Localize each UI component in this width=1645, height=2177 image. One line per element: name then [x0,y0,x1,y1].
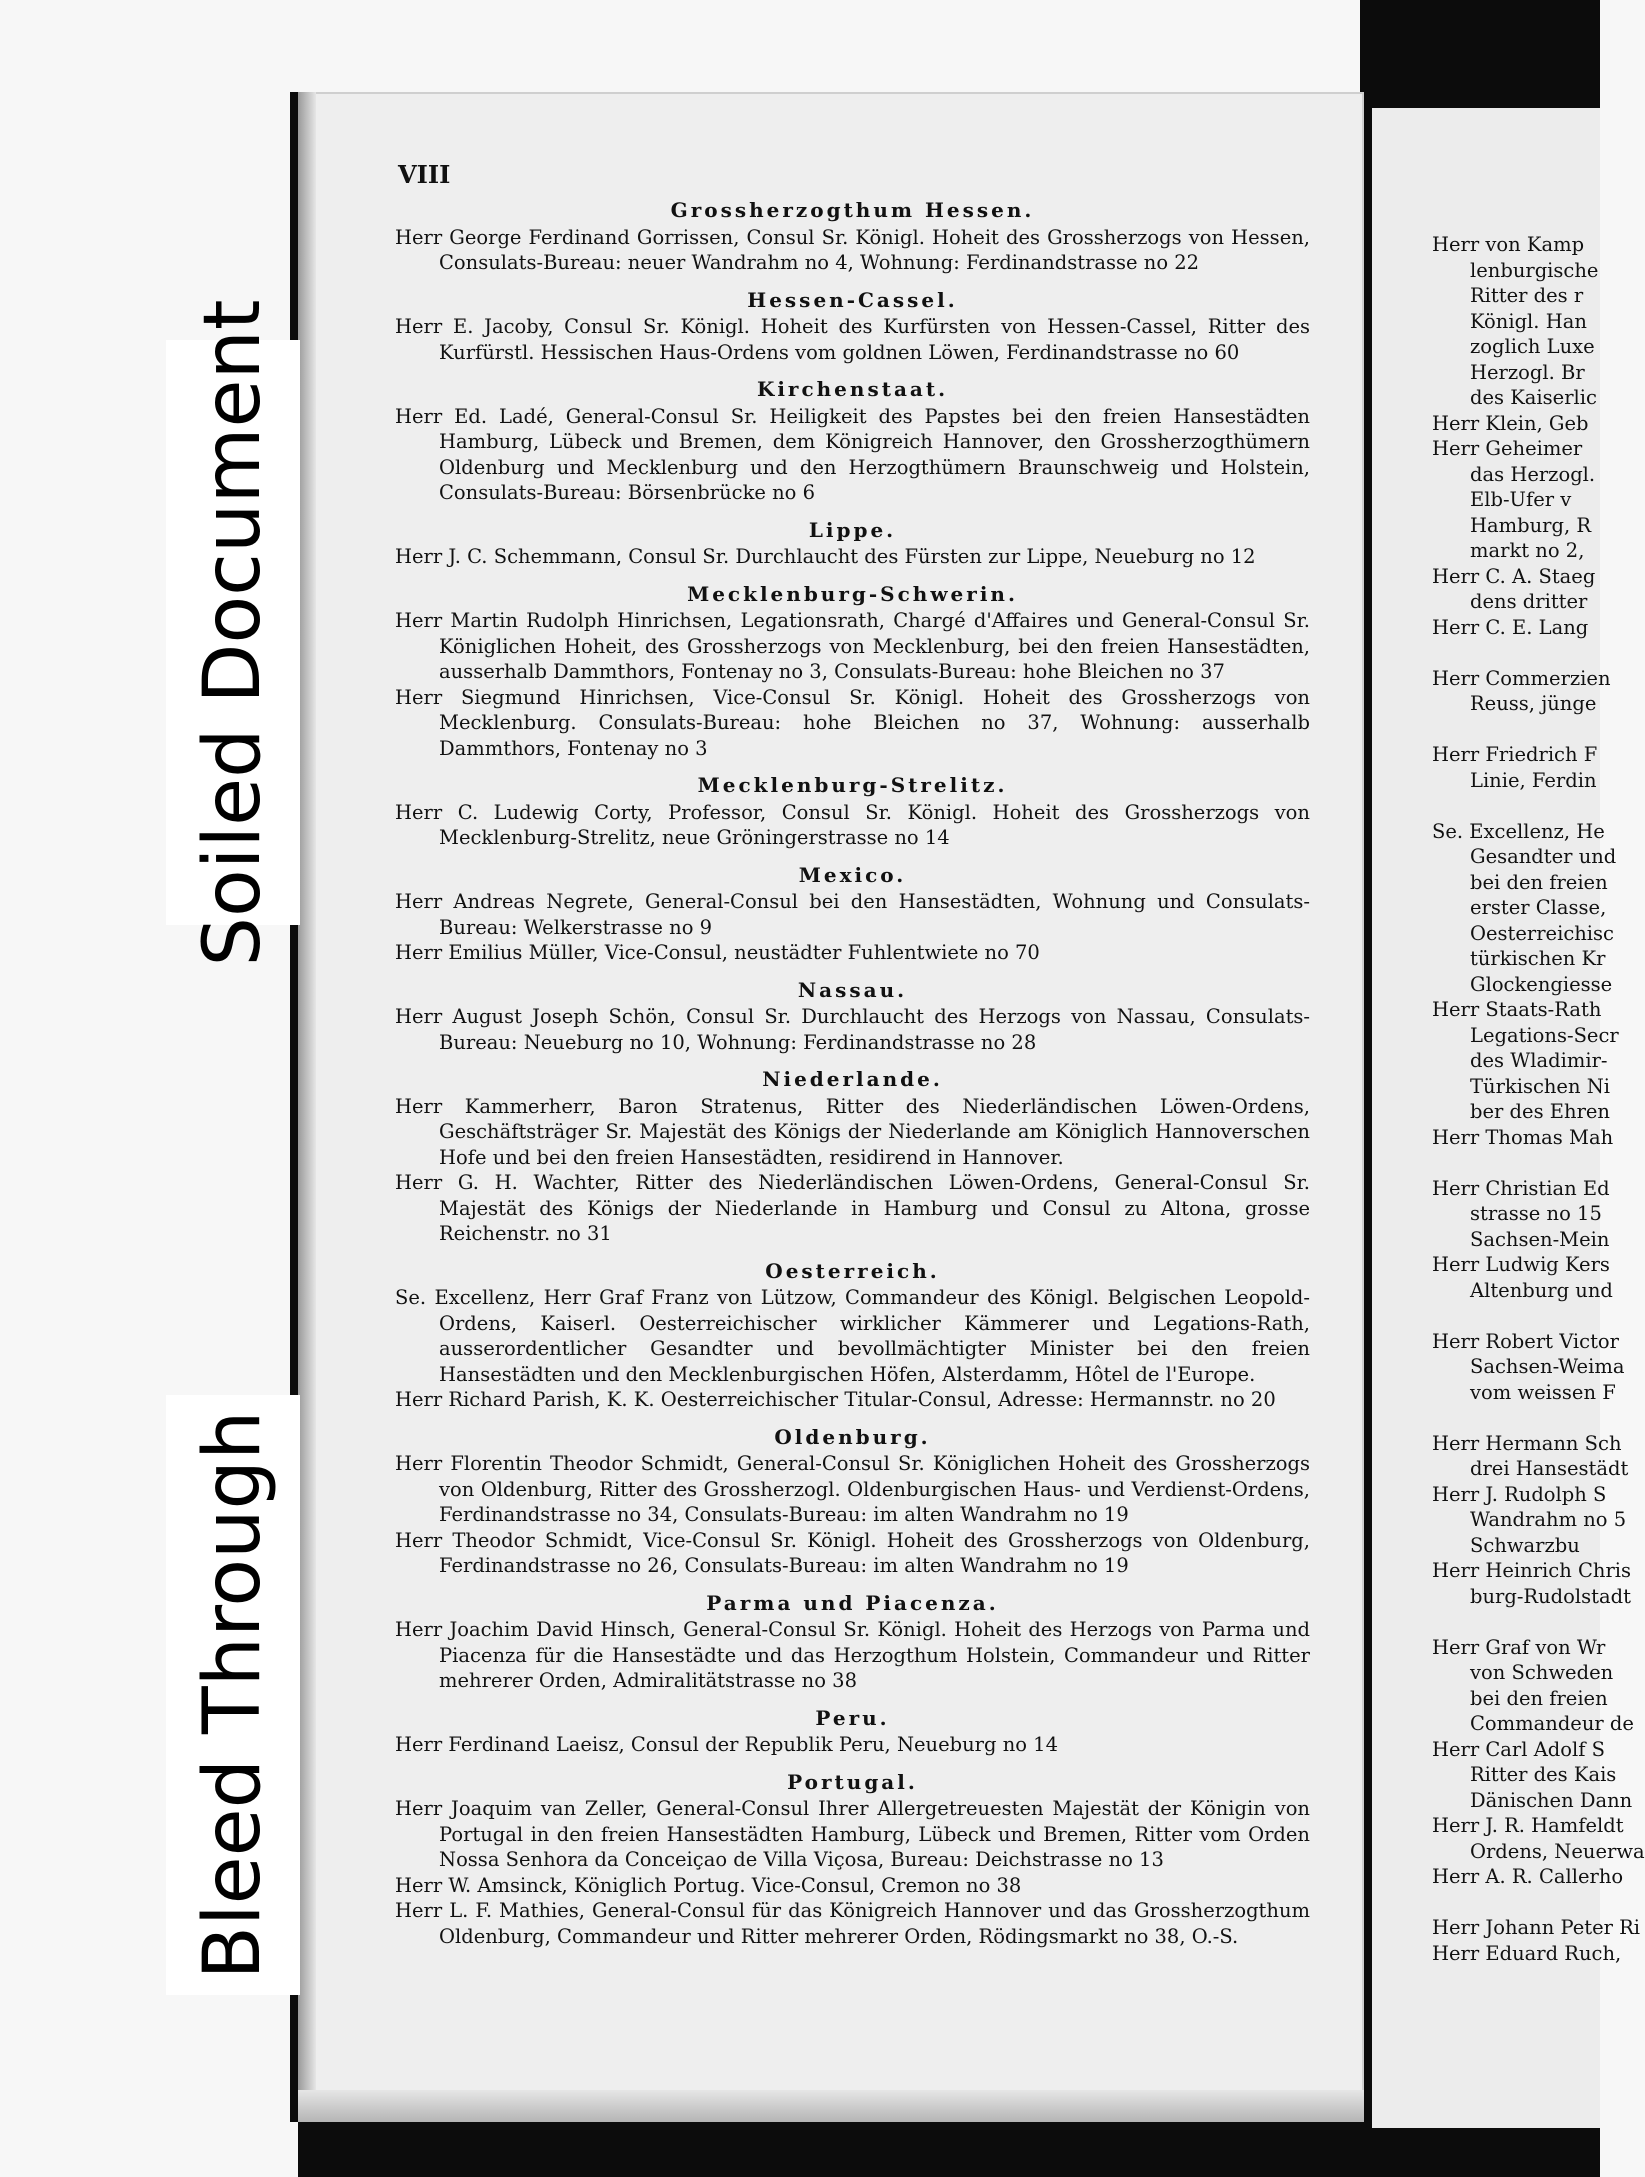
right-page-line: Schwarzbu [1470,1533,1580,1557]
consul-entry: Herr Joaquim van Zeller, General-Consul Ihrer Allergetreuesten Majestät der Königin von Portugal in den freien Hansestädten Hamburg, Lübeck und Bremen, Ritter vom Orden Nossa Senhora da Conceiçao de Villa Viçosa, Bureau: Deichstrasse no 13 [395,1797,1310,1871]
right-page-line: Wandrahm no 5 [1470,1508,1627,1531]
section-title: Mecklenburg-Strelitz. [697,773,1008,797]
section-title: Niederlande. [762,1067,943,1091]
consul-entry: Herr Andreas Negrete, General-Consul bei den Hansestädten, Wohnung und Consulats-Bureau: Welkerstrasse no 9 [395,890,1310,939]
right-page-line: Herr Eduard Ruch, [1432,1941,1622,1965]
right-page-line [1432,717,1602,743]
right-page-line: Herr Commerzien [1432,666,1611,690]
right-page-line: Se. Excellenz, He [1432,819,1605,843]
right-page-line: ber des Ehren [1470,1100,1610,1123]
right-page-line [1432,1890,1602,1916]
right-page-line: burg-Rudolstadt [1470,1584,1631,1608]
right-page-line: Altenburg und [1470,1278,1613,1302]
right-page-line: vom weissen F [1470,1380,1616,1404]
right-page-line: Dänischen Dann [1470,1788,1633,1812]
right-page-line: Herzogl. Br [1470,360,1585,384]
consul-entry: Herr Kammerherr, Baron Stratenus, Ritter des Niederländischen Löwen-Ordens, Geschäftsträger Sr. Majestät des Königs der Niederlande am Königlich Hannoverschen Hofe und bei den freien Hansestädten, residirend in Hannover. [395,1094,1310,1169]
right-page-line [1432,1150,1602,1176]
consul-entry: Herr G. H. Wachter, Ritter des Niederländischen Löwen-Ordens, General-Consul Sr. Majestät des Königs der Niederlande in Hamburg und Consul zu Altona, grosse Reichenstr. no 31 [395,1171,1310,1245]
right-page-line: Reuss, jünge [1470,692,1597,715]
section-title: Oesterreich. [765,1258,940,1283]
consul-entry: Herr E. Jacoby, Consul Sr. Königl. Hoheit des Kurfürsten von Hessen-Cassel, Ritter des Kurfürstl. Hessischen Haus-Ordens vom goldnen Löwen, Ferdinandstrasse no 60 [395,315,1310,364]
scan-background-top [1360,0,1600,110]
consul-entry: Herr Theodor Schmidt, Vice-Consul Sr. Königl. Hoheit des Grossherzogs von Oldenburg, Ferdinandstrasse no 26, Consulats-Bureau: im alten Wandrahm no 19 [395,1528,1310,1577]
right-page-line: Gesandter und [1470,845,1617,868]
right-page-line: Herr Carl Adolf S [1432,1737,1606,1761]
right-page-line: Herr Graf von Wr [1432,1635,1606,1659]
consul-entry: Se. Excellenz, Herr Graf Franz von Lützow, Commandeur des Königl. Belgischen Leopold-Ordens, Kaiserl. Oesterreichischer wirklicher Kämmerer und Legations-Rath, ausserordentlicher Gesandter und bevollmächtigter Minister bei den freien Hansestädten und den Mecklenburgischen Höfen, Alsterdamm, Hôtel de l'Europe. [395,1286,1310,1386]
soiled-document-text: Soiled Document [188,299,278,966]
right-page-line: strasse no 15 [1470,1202,1602,1225]
section-title: Parma und Piacenza. [706,1590,999,1615]
page-gutter-shadow [298,92,316,2122]
bleed-through-label [166,1395,300,1995]
right-page-line: Herr Thomas Mah [1432,1125,1614,1149]
right-page-line: Ritter des r [1470,284,1584,307]
section-title: Mecklenburg-Schwerin. [687,581,1018,606]
section-title: Hessen-Cassel. [747,287,958,312]
right-page-line: lenburgische [1470,258,1599,282]
right-page-line [1432,1303,1602,1329]
right-page-line: des Kaiserlic [1470,386,1597,409]
right-page-line: Herr Johann Peter Ri [1432,1916,1641,1939]
right-page-line: Königl. Han [1470,309,1587,333]
section-title: Kirchenstaat. [756,377,949,401]
right-page-line: bei den freien [1470,870,1608,894]
right-page-line: des Wladimir- [1470,1049,1608,1072]
right-page-line: Herr Robert Victor [1432,1329,1619,1353]
right-page-line: drei Hansestädt [1470,1457,1629,1480]
right-page-line: Türkischen Ni [1470,1074,1611,1098]
page-content [395,160,1310,1949]
page-number: VIII [398,160,451,189]
right-page-line: Herr C. A. Staeg [1432,564,1596,588]
right-page-line: Commandeur de [1470,1712,1634,1735]
right-page-line [1432,793,1602,819]
right-page-line: Hamburg, R [1470,513,1592,537]
section-title: Grossherzogthum Hessen. [670,198,1035,222]
consul-entry: Herr August Joseph Schön, Consul Sr. Durchlaucht des Herzogs von Nassau, Consulats-Bureau: Neueburg no 10, Wohnung: Ferdinandstrasse no 28 [395,1005,1310,1054]
consul-entry: Herr Florentin Theodor Schmidt, General-Consul Sr. Königlichen Hoheit des Grossherzogs von Oldenburg, Ritter des Grossherzogl. Oldenburgischen Haus- und Verdienst-Ordens, Ferdinandstrasse no 34, Consulats-Bureau: im alten Wandrahm no 19 [395,1452,1310,1526]
right-page-text [1432,232,1645,1966]
right-page-line: das Herzogl. [1470,462,1596,486]
right-page-line: Herr C. E. Lang [1432,615,1589,639]
right-page-line: bei den freien [1470,1686,1608,1710]
right-page-line: Herr J. Rudolph S [1432,1482,1607,1506]
consul-entry: Herr J. C. Schemmann, Consul Sr. Durchlaucht des Fürsten zur Lippe, Neueburg no 12 [395,545,1256,568]
right-page-line [1432,1609,1602,1635]
page-bottom-edge [298,2090,1364,2122]
right-page-line: von Schweden [1470,1661,1614,1684]
right-page-line: erster Classe, [1470,896,1607,919]
right-page-line: dens dritter [1470,590,1588,613]
right-page-line: Herr von Kamp [1432,233,1585,256]
right-page-line: Sachsen-Mein [1470,1227,1610,1251]
consul-entry: Herr George Ferdinand Gorrissen, Consul Sr. Königl. Hoheit des Grossherzogs von Hessen, Consulats-Bureau: neuer Wandrahm no 4, Wohnung: Ferdinandstrasse no 22 [395,225,1310,274]
right-page-line: Herr Christian Ed [1432,1176,1610,1200]
consul-entry: Herr Siegmund Hinrichsen, Vice-Consul Sr. Königl. Hoheit des Grossherzogs von Mecklenburg. Consulats-Bureau: hohe Bleichen no 37, Wohnung: ausserhalb Dammthors, Fontenay no 3 [395,685,1310,760]
section-title: Oldenburg. [774,1424,931,1449]
consul-entry: Herr Richard Parish, K. K. Oesterreichischer Titular-Consul, Adresse: Hermannstr. no 20 [395,1388,1276,1411]
right-page-line: Herr Friedrich F [1432,743,1598,766]
consul-entry: Herr Joachim David Hinsch, General-Consul Sr. Königl. Hoheit des Herzogs von Parma und Piacenza für die Hansestädte und das Herzogthum Holstein, Commandeur und Ritter mehrerer Orden, Admiralitätstrasse no 38 [395,1618,1310,1692]
scan-background-bottom [298,2120,1600,2177]
right-page-line: Ritter des Kais [1470,1763,1617,1786]
right-page-line: Herr Hermann Sch [1432,1431,1622,1455]
consul-entry: Herr Ferdinand Laeisz, Consul der Republik Peru, Neueburg no 14 [395,1733,1058,1756]
bleed-through-text: Bleed Through [188,1410,278,1980]
right-page-line: zoglich Luxe [1470,335,1595,358]
section-title: Peru. [815,1705,890,1730]
consul-entry: Herr L. F. Mathies, General-Consul für das Königreich Hannover und das Grossherzogthum Oldenburg, Commandeur und Ritter mehrerer Orden, Rödingsmarkt no 38, O.-S. [395,1899,1310,1948]
right-page-line: Herr Geheimer [1432,437,1583,460]
right-page-line: Herr Ludwig Kers [1432,1253,1610,1276]
consul-entry: Herr Emilius Müller, Vice-Consul, neustädter Fuhlentwiete no 70 [395,941,1040,964]
consul-entry: Herr C. Ludewig Corty, Professor, Consul Sr. Königl. Hoheit des Grossherzogs von Mecklenburg-Strelitz, neue Gröningerstrasse no 14 [395,800,1310,849]
consul-entry: Herr Ed. Ladé, General-Consul Sr. Heiligkeit des Papstes bei den freien Hansestädten Hamburg, Lübeck und Bremen, dem Königreich Hannover, den Grossherzogthümern Oldenburg und Mecklenburg und den Herzogthümern Braunschweig und Holstein, Consulats-Bureau: Börsenbrücke no 6 [395,404,1310,504]
section-title: Lippe. [808,517,897,542]
right-page-line: Herr J. R. Hamfeldt [1432,1814,1624,1837]
right-page-line: Sachsen-Weima [1470,1355,1625,1378]
right-page-line: Herr Staats-Rath [1432,998,1602,1021]
right-page-line: Linie, Ferdin [1470,768,1597,792]
soiled-document-label [166,299,300,966]
right-page-line: markt no 2, [1470,539,1585,562]
right-page-line: Legations-Secr [1470,1023,1619,1047]
section-title: Portugal. [787,1769,918,1794]
right-page-line: Herr A. R. Callerho [1432,1865,1624,1888]
section-title: Nassau. [797,977,908,1002]
consul-entry: Herr W. Amsinck, Königlich Portug. Vice-Consul, Cremon no 38 [395,1873,1022,1897]
right-page-line: Oesterreichisc [1470,921,1614,945]
right-page-line [1432,640,1602,666]
right-page-line [1432,1405,1602,1431]
right-page-line: Herr Klein, Geb [1432,411,1589,435]
right-page-line: türkischen Kr [1470,947,1606,970]
consul-entry: Herr Martin Rudolph Hinrichsen, Legationsrath, Chargé d'Affaires und General-Consul Sr. Königlichen Hoheit, des Grossherzogs von Mecklenburg, bei den freien Hansestädten, ausserhalb Dammthors, Fontenay no 3, Consulats-Bureau: hohe Bleichen no 37 [395,609,1310,683]
right-page-line: Glockengiesse [1470,972,1613,996]
right-page-line: Herr Heinrich Chris [1432,1559,1632,1582]
right-page-line: Ordens, Neuerwa [1470,1839,1645,1863]
right-page-line: Elb-Ufer v [1470,488,1572,511]
section-title: Mexico. [798,862,907,887]
